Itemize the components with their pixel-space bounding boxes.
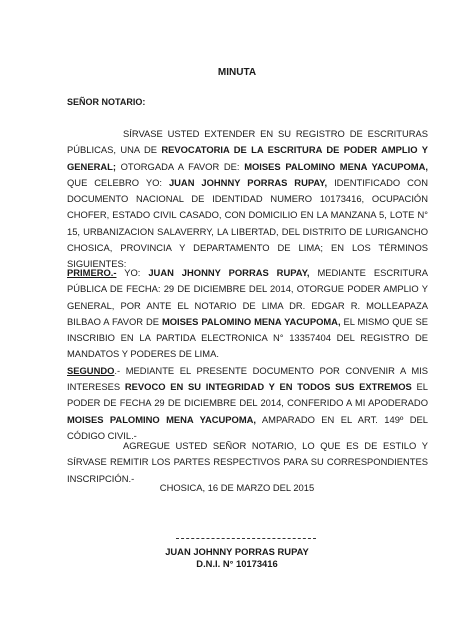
clause-primero-label: PRIMERO.- bbox=[67, 267, 117, 278]
primero-run: MOISES PALOMINO MENA YACUPOMA, bbox=[161, 315, 341, 327]
place-date: CHOSICA, 16 DE MARZO DEL 2015 bbox=[159, 482, 315, 493]
primero-run: JUAN JHONNY PORRAS RUPAY, bbox=[148, 267, 310, 278]
p1-run: QUE CELEBRO YO: bbox=[67, 176, 169, 188]
paragraph-request bbox=[67, 126, 428, 273]
paragraph-request-text bbox=[67, 128, 428, 269]
p1-run: SÍRVASE USTED EXTENDER EN SU REGISTRO DE ESCRITURAS PÚBLICAS, UNA DE bbox=[67, 128, 428, 156]
paragraph-clauses bbox=[67, 265, 428, 444]
signature-line bbox=[176, 538, 316, 539]
p1-run: IDENTIFICADO CON DOCUMENTO NACIONAL DE IDENTIDAD NUMERO 10173416, OCUPACIÓN CHOFER, ESTADO CIVIL CASADO, CON DOMICILIO EN LA MANZANA 5, LOTE N° 15, URBANIZACION SALAVERRY, LA LIBERTAD, DEL DISTRITO DE LURIGANCHO CHOSICA, PROVINCIA Y DEPARTAMENTO DE LIMA; EN LOS TÉRMINOS SIGUIENTES: bbox=[67, 176, 428, 270]
clause-primero-text bbox=[67, 267, 428, 359]
primero-run: YO: bbox=[116, 267, 149, 278]
primero-run: EL MISMO QUE SE INSCRIBIO EN LA PARTIDA ELECTRONICA N° 13357404 DEL REGISTRO DE MANDATOS Y PODERES DE LIMA. bbox=[67, 315, 428, 360]
p1-run: REVOCATORIA DE LA ESCRITURA DE PODER AMPLIO Y GENERAL; bbox=[67, 144, 428, 172]
closing-text: AGREGUE USTED SEÑOR NOTARIO, LO QUE ES DE ESTILO Y SÍRVASE REMITIR LOS PARTES RESPECTIVOS PARA SU CORRESPONDIENTES INSCRIPCIÓN.- bbox=[67, 440, 428, 484]
primero-run: MEDIANTE ESCRITURA PÚBLICA DE FECHA: 29 DE DICIEMBRE DEL 2014, OTORGUE PODER AMPLIO Y GENERAL, POR ANTE EL NOTARIO DE LIMA DR. EDGAR R. MOLLEAPAZA BILBAO A FAVOR DE bbox=[67, 267, 428, 327]
segundo-run: REVOCO EN SU INTEGRIDAD Y EN TODOS SUS EXTREMOS bbox=[124, 381, 412, 393]
segundo-run: AMPARADO EN EL ART. 149º DEL CÓDIGO CIVIL.- bbox=[67, 413, 428, 441]
clause-segundo-label: SEGUNDO bbox=[67, 364, 115, 376]
paragraph-closing bbox=[67, 438, 428, 487]
signature-name: JUAN JOHNNY PORRAS RUPAY bbox=[165, 546, 309, 557]
p1-run: MOISES PALOMINO MENA YACUPOMA, bbox=[244, 160, 428, 172]
salutation: SEÑOR NOTARIO: bbox=[67, 97, 146, 107]
segundo-run: .- MEDIANTE EL PRESENTE DOCUMENTO POR CONVENIR A MIS INTERESES bbox=[67, 364, 428, 393]
signature-id: D.N.I. N° 10173416 bbox=[196, 558, 278, 569]
segundo-run: EL PODER DE FECHA 29 DE DICIEMBRE DEL 2014, CONFERIDO A MI APODERADO bbox=[67, 381, 428, 409]
segundo-run: MOISES PALOMINO MENA YACUPOMA, bbox=[67, 413, 257, 425]
clause-segundo-text bbox=[67, 365, 428, 441]
p1-run: JUAN JOHNNY PORRAS RUPAY, bbox=[168, 176, 328, 188]
p1-run: OTORGADA A FAVOR DE: bbox=[115, 160, 245, 172]
document-title: MINUTA bbox=[217, 67, 257, 78]
signature-block bbox=[0, 546, 474, 570]
